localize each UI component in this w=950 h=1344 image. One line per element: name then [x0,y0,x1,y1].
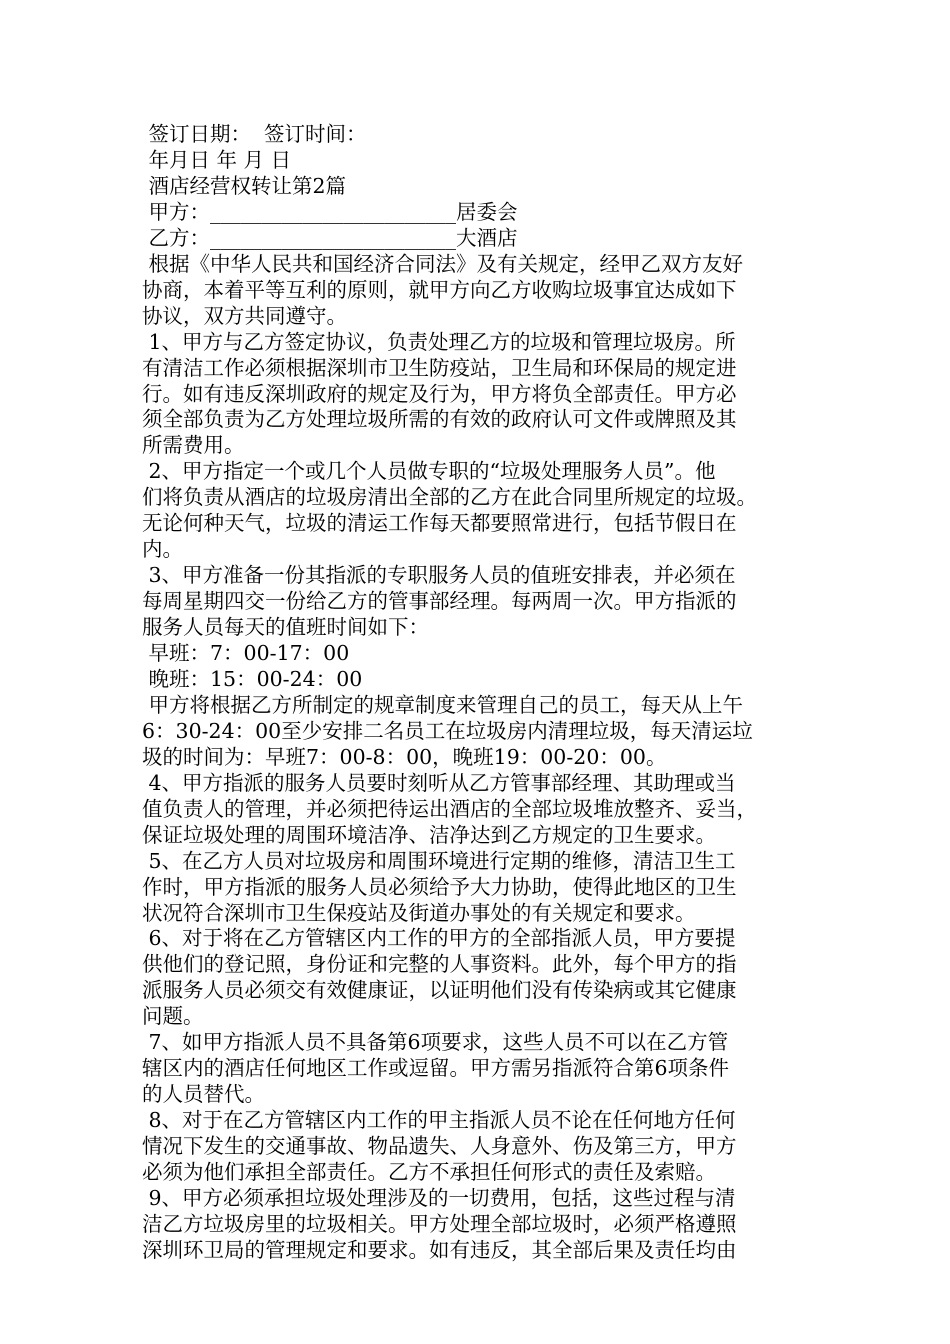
text-line: 作时，甲方指派的服务人员必须给予大力协助，使得此地区的卫生 [142,875,737,899]
text-line: 8、对于在乙方管辖区内工作的甲主指派人员不论在任何地方任何 [142,1108,736,1132]
text-line: 有清洁工作必须根据深圳市卫生防疫站，卫生局和环保局的规定进 [142,356,737,380]
text-line: 甲方：________________________居委会 [142,200,518,224]
text-line: 内。 [142,537,183,561]
text-line: 问题。 [142,1004,204,1028]
text-line: 7、如甲方指派人员不具备第6项要求，这些人员不可以在乙方管 [142,1030,729,1054]
text-line: 圾的时间为：早班7：00-8：00，晚班19：00-20：00。 [142,745,667,769]
text-line: 4、甲方指派的服务人员要时刻听从乙方管事部经理、其助理或当 [142,771,736,795]
text-line: 甲方将根据乙方所制定的规章制度来管理自己的员工，每天从上午 [142,693,744,717]
text-line: 9、甲方必须承担垃圾处理涉及的一切费用，包括，这些过程与清 [142,1186,736,1210]
text-line: 协议，双方共同遵守。 [142,304,347,328]
text-line: 深圳环卫局的管理规定和要求。如有违反，其全部后果及责任均由 [142,1238,737,1262]
text-line: 供他们的登记照，身份证和完整的人事资料。此外，每个甲方的指 [142,952,737,976]
text-line: 情况下发生的交通事故、物品遗失、人身意外、伤及第三方，甲方 [142,1134,737,1158]
text-line: 辖区内的酒店任何地区工作或逗留。甲方需另指派符合第6项条件 [142,1056,730,1080]
text-line: 年月日 年 月 日 [142,148,292,172]
text-line: 必须为他们承担全部责任。乙方不承担任何形式的责任及索赔。 [142,1160,716,1184]
text-line: 无论何种天气，垃圾的清运工作每天都要照常进行，包括节假日在 [142,511,737,535]
text-line: 6、对于将在乙方管辖区内工作的甲方的全部指派人员，甲方要提 [142,926,736,950]
text-line: 晚班：15：00-24：00 [142,667,363,691]
text-line: 根据《中华人民共和国经济合同法》及有关规定，经甲乙双方友好 [142,252,744,276]
text-line: 3、甲方准备一份其指派的专职服务人员的值班安排表，并必须在 [142,563,736,587]
text-line: 保证垃圾处理的周围环境洁净、洁净达到乙方规定的卫生要求。 [142,823,716,847]
text-line: 服务人员每天的值班时间如下： [142,615,429,639]
text-line: 早班：7：00-17：00 [142,641,350,665]
text-line: 状况符合深圳市卫生保疫站及街道办事处的有关规定和要求。 [142,901,696,925]
text-line: 酒店经营权转让第2篇 [142,174,347,198]
text-line: 值负责人的管理，并必须把待运出酒店的全部垃圾堆放整齐、妥当， [142,797,757,821]
text-line: 须全部负责为乙方处理垃圾所需的有效的政府认可文件或牌照及其 [142,407,737,431]
text-line: 1、甲方与乙方签定协议，负责处理乙方的垃圾和管理垃圾房。所 [142,330,736,354]
text-line: 们将负责从酒店的垃圾房清出全部的乙方在此合同里所规定的垃圾。 [142,485,757,509]
text-line: 签订日期： 签订时间： [142,122,367,146]
text-line: 派服务人员必须交有效健康证，以证明他们没有传染病或其它健康 [142,978,737,1002]
text-line: 2、甲方指定一个或几个人员做专职的“垃圾处理服务人员”。他 [142,459,716,483]
text-line: 5、在乙方人员对垃圾房和周围环境进行定期的维修，清洁卫生工 [142,849,736,873]
text-line: 洁乙方垃圾房里的垃圾相关。甲方处理全部垃圾时，必须严格遵照 [142,1212,737,1236]
text-line: 行。如有违反深圳政府的规定及行为，甲方将负全部责任。甲方必 [142,382,737,406]
text-line: 每周星期四交一份给乙方的管事部经理。每两周一次。甲方指派的 [142,589,737,613]
text-line: 的人员替代。 [142,1082,265,1106]
text-line: 乙方：________________________大酒店 [142,226,518,250]
text-line: 6：30-24：00至少安排二名员工在垃圾房内清理垃圾，每天清运垃 [142,719,753,743]
text-line: 所需费用。 [142,433,245,457]
text-line: 协商，本着平等互利的原则，就甲方向乙方收购垃圾事宜达成如下 [142,278,737,302]
